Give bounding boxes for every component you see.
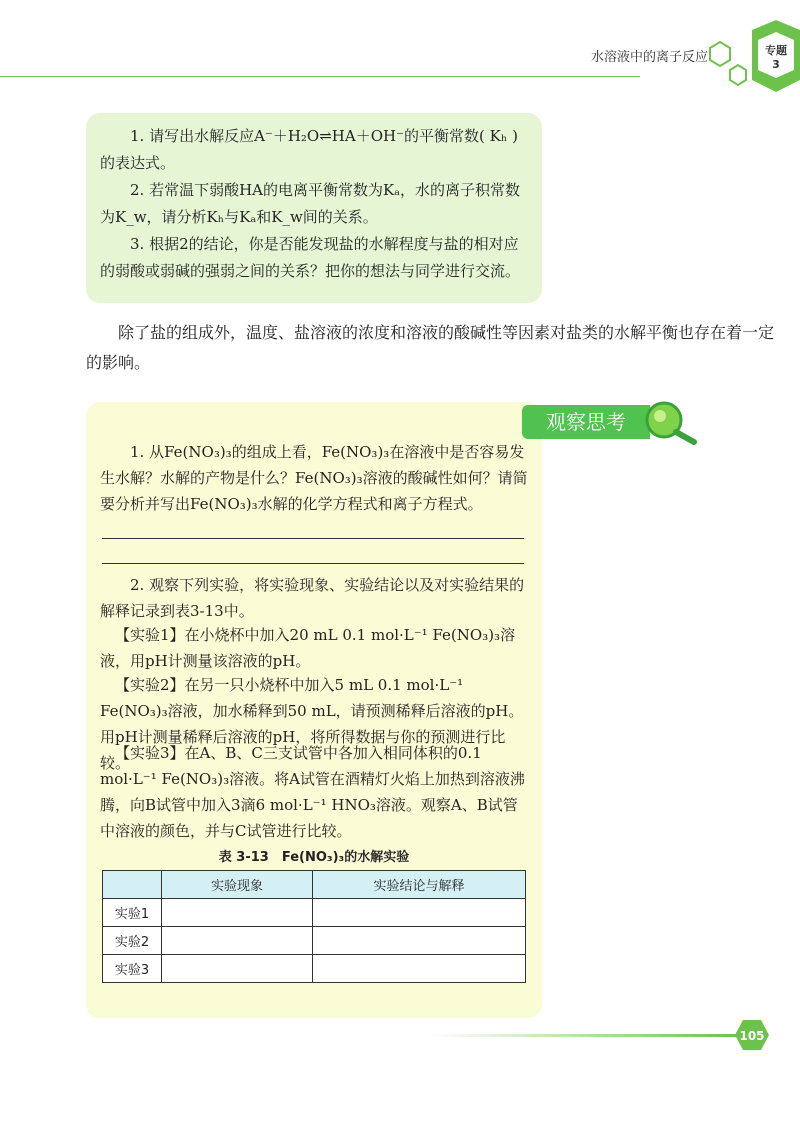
table-cell [313,927,526,955]
row-label: 实验3 [103,955,162,983]
table-header-cell [103,871,162,899]
experiment-1: 【实验1】在小烧杯中加入20 mL 0.1 mol·L⁻¹ Fe(NO₃)₃溶液，用pH计测量该溶液的pH。 [100,626,516,670]
experiment-2: 【实验2】在另一只小烧杯中加入5 mL 0.1 mol·L⁻¹ Fe(NO₃)₃溶液，加水稀释到50 mL，请预测稀释后溶液的pH。用pH计测量稀释后溶液的pH，将所得数据与你的预测进行比较。 [100,676,524,772]
table-caption: 表 3-13 Fe(NO₃)₃的水解实验 [218,850,410,865]
table-header-row [103,871,526,899]
observation-tag: 观察思考 [522,405,650,439]
table-row [103,899,526,927]
hexagon-icon [710,42,730,66]
footer-line [430,1034,740,1037]
answer-line [102,538,524,539]
box2-question-1: 1. 从Fe(NO₃)₃的组成上看，Fe(NO₃)₃在溶液中是否容易发生水解？水解的产物是什么？Fe(NO₃)₃溶液的酸碱性如何？请简要分析并写出Fe(NO₃)₃水解的化学方程式和离子方程式。 [100,443,528,513]
hexagon-icon [730,65,746,85]
magnifier-globe-icon [640,398,700,446]
table-cell [162,899,313,927]
header-rule [0,76,640,77]
table-row [103,955,526,983]
header-title: 水溶液中的离子反应 [590,50,708,65]
table-cell [162,955,313,983]
row-label: 实验1 [103,899,162,927]
table-cell [162,927,313,955]
experiment-table [102,870,526,983]
box2-question-2: 2. 观察下列实验，将实验现象、实验结论以及对实验结果的解释记录到表3-13中。 [100,576,525,620]
table-cell [313,899,526,927]
table-header-cell: 实验现象 [162,871,313,899]
box1-question-1: 1. 请写出水解反应A⁻＋H₂O⇌HA＋OH⁻的平衡常数( Kₕ )的表达式。 [100,127,518,172]
table-row [103,927,526,955]
experiment-3: 【实验3】在A、B、C三支试管中各加入相同体积的0.1 mol·L⁻¹ Fe(NO₃)₃溶液。将A试管在酒精灯火焰上加热到溶液沸腾，向B试管中加入3滴6 mol·L⁻¹ HNO₃溶液。观察A、B试管中溶液的颜色，并与C试管进行比较。 [100,744,525,840]
table-cell [313,955,526,983]
row-label: 实验2 [103,927,162,955]
box1-question-2: 2. 若常温下弱酸HA的电离平衡常数为Kₐ，水的离子积常数为K_w，请分析Kₕ与Kₐ和K_w间的关系。 [100,181,520,226]
box1-question-3: 3. 根据2的结论，你是否能发现盐的水解程度与盐的相对应的弱酸或弱碱的强弱之间的关系？把你的想法与同学进行交流。 [100,235,521,280]
page-number-badge [735,1020,769,1050]
answer-line [102,563,524,564]
chapter-badge [690,20,800,100]
page-number: 105 [739,1029,765,1043]
badge-number: 3 [772,58,780,71]
intro-paragraph: 除了盐的组成外，温度、盐溶液的浓度和溶液的酸碱性等因素对盐类的水解平衡也存在着一定的影响。 [86,323,775,372]
badge-label: 专题 [765,44,787,57]
table-header-cell: 实验结论与解释 [313,871,526,899]
